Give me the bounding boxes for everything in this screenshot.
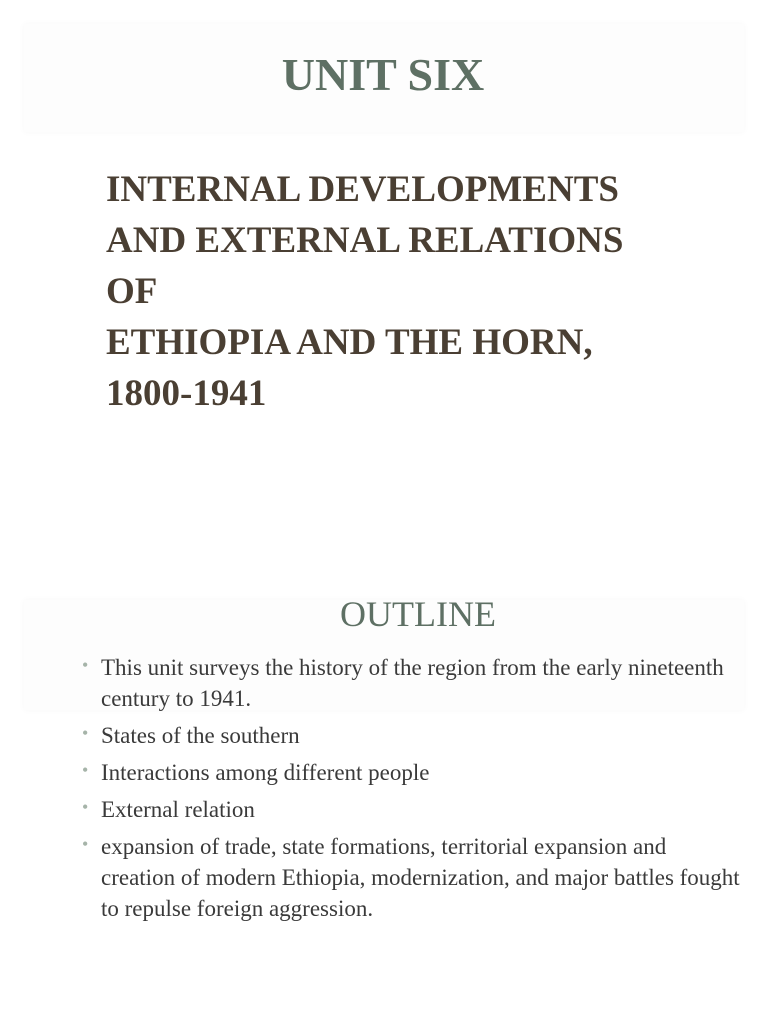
- list-item: [80, 720, 740, 751]
- bullet-icon: •: [82, 760, 89, 780]
- subtitle-line: 1800-1941: [106, 373, 267, 414]
- subtitle-line: INTERNAL DEVELOPMENTS: [106, 169, 619, 210]
- list-item: [80, 652, 740, 714]
- unit-title: UNIT SIX: [281, 49, 485, 100]
- bullet-icon: •: [82, 797, 89, 817]
- bullet-text: This unit surveys the history of the region from the early nineteenth century to 1941.: [101, 655, 724, 711]
- bullet-text: States of the southern: [101, 723, 300, 748]
- subtitle-line: OF: [106, 271, 158, 312]
- slide-outline: [0, 576, 768, 1024]
- bullet-icon: •: [82, 834, 89, 854]
- outline-bullet-list: [80, 652, 740, 930]
- subtitle-line: ETHIOPIA AND THE HORN,: [106, 322, 593, 363]
- bullet-icon: •: [82, 723, 89, 743]
- list-item: [80, 757, 740, 788]
- list-item: [80, 794, 740, 825]
- bullet-icon: •: [82, 655, 89, 675]
- outline-title: OUTLINE: [340, 594, 496, 634]
- unit-subtitle: [106, 164, 746, 419]
- bullet-text: expansion of trade, state formations, territorial expansion and creation of modern Ethiopia, modernization, and major battles fought to repulse foreign aggression.: [101, 834, 740, 921]
- subtitle-line: AND EXTERNAL RELATIONS: [106, 220, 624, 261]
- bullet-text: External relation: [101, 797, 255, 822]
- bullet-text: Interactions among different people: [101, 760, 430, 785]
- list-item: [80, 831, 740, 924]
